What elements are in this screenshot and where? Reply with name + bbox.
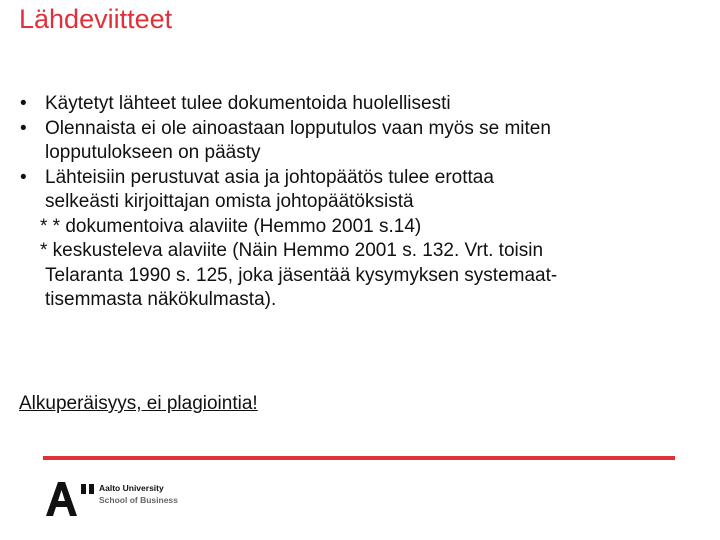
sub-item-text-continued: Telaranta 1990 s. 125, joka jäsentää kysymyksen systemaat-: [45, 264, 558, 286]
sub-item-text-continued: tisemmasta näkökulmasta).: [45, 289, 277, 310]
aalto-logo: [46, 480, 206, 520]
bullet-text-continued: lopputulokseen on päästy: [45, 142, 261, 163]
aalto-a-logo-icon: [46, 480, 100, 516]
bullet-item: [19, 117, 709, 166]
bullet-dot: •: [20, 93, 27, 114]
sub-item-footnote: [19, 215, 709, 240]
logo-school-name: School of Business: [99, 495, 178, 505]
bullet-text: Käytetyt lähteet tulee dokumentoida huolellisesti: [45, 93, 451, 114]
slide-title: Lähdeviitteet: [19, 4, 173, 34]
bullet-text-continued: selkeästi kirjoittajan omista johtopäätöksistä: [45, 191, 414, 212]
logo-university-name: Aalto University: [99, 483, 164, 493]
bullet-dot: •: [20, 166, 27, 188]
bullet-text: Lähteisiin perustuvat asia ja johtopäätös tulee erottaa: [45, 166, 494, 188]
sub-item-footnote: [19, 239, 709, 313]
bullet-item: [19, 92, 709, 117]
bullet-text: Olennaista ei ole ainoastaan lopputulos vaan myös se miten: [45, 117, 551, 139]
originality-link[interactable]: Alkuperäisyys, ei plagiointia!: [19, 393, 258, 414]
sub-item-text: * keskusteleva alaviite (Näin Hemmo 2001 s. 132. Vrt. toisin: [40, 240, 544, 261]
slide-body: [19, 92, 709, 313]
bullet-item: [19, 166, 709, 215]
sub-item-text: * * dokumentoiva alaviite (Hemmo 2001 s.14): [40, 215, 422, 237]
logo-text: [99, 482, 178, 506]
bullet-dot: •: [20, 117, 27, 139]
red-divider: [43, 456, 675, 460]
